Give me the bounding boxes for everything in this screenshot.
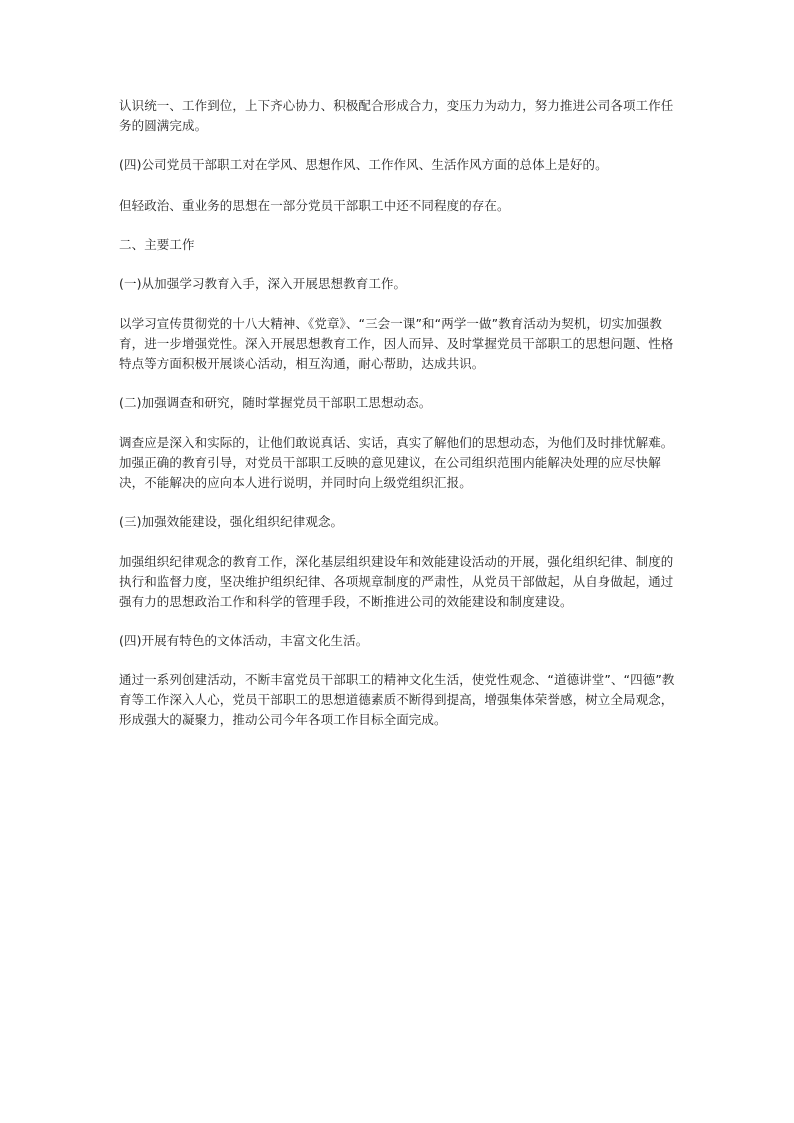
- paragraph-3-body: 加强组织纪律观念的教育工作，深化基层组织建设年和效能建设活动的开展，强化组织纪律、制度的执行和监督力度，坚决维护组织纪律、各项规章制度的严肃性，从党员干部做起，从自身做起，通过强有力的思想政治工作和科学的管理手段，不断推进公司的效能建设和制度建设。: [119, 554, 674, 609]
- document-body: [119, 96, 679, 730]
- paragraph-item-4: (四)公司党员干部职工对在学风、思想作风、工作作风、生活作风方面的总体上是好的。: [119, 157, 608, 172]
- subheading-3: (三)加强效能建设，强化组织纪律观念。: [119, 514, 344, 529]
- paragraph-1-body: 以学习宣传贯彻党的十八大精神、《党章》、“三会一课”和“两学一做”教育活动为契机，切实加强教育，进一步增强党性。深入开展思想教育工作，因人而异、及时掌握党员干部职工的思想问题、性格特点等方面积极开展谈心活动，相互沟通，耐心帮助，达成共识。: [119, 316, 674, 371]
- paragraph-2-body: 调查应是深入和实际的，让他们敢说真话、实话，真实了解他们的思想动态，为他们及时排忧解难。加强正确的教育引导，对党员干部职工反映的意见建议，在公司组织范围内能解决处理的应尽快解决，不能解决的应向本人进行说明，并同时向上级党组织汇报。: [119, 435, 674, 490]
- subheading-4: (四)开展有特色的文体活动，丰富文化生活。: [119, 633, 369, 648]
- paragraph-note: 但轻政治、重业务的思想在一部分党员干部职工中还不同程度的存在。: [119, 198, 510, 213]
- section-heading-main-work: 二、主要工作: [119, 237, 195, 252]
- paragraph-4-body: 通过一系列创建活动，不断丰富党员干部职工的精神文化生活，使党性观念、“道德讲堂”、“四德”教育等工作深入人心，党员干部职工的思想道德素质不断得到提高，增强集体荣誉感，树立全局观念，形成强大的凝聚力，推动公司今年各项工作目标全面完成。: [119, 672, 675, 727]
- subheading-2: (二)加强调查和研究，随时掌握党员干部职工思想动态。: [119, 395, 432, 410]
- paragraph-continuation: 认识统一、工作到位，上下齐心协力、积极配合形成合力，变压力为动力，努力推进公司各项工作任务的圆满完成。: [119, 98, 674, 133]
- subheading-1: (一)从加强学习教育入手，深入开展思想教育工作。: [119, 276, 407, 291]
